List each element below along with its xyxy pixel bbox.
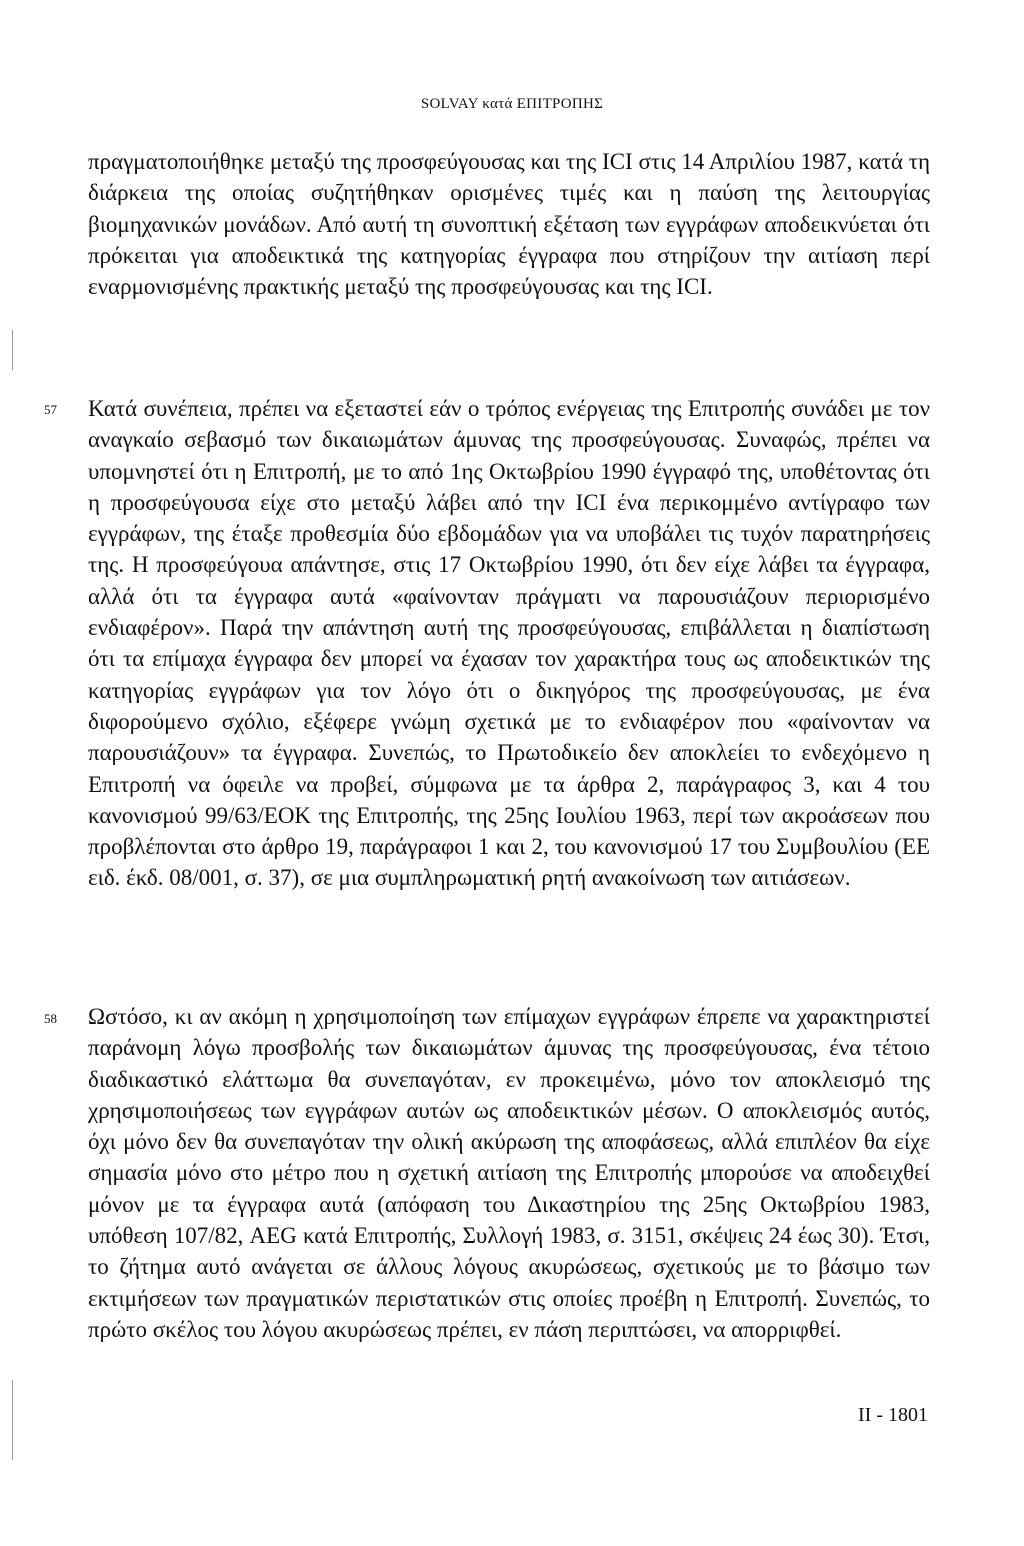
scan-edge-mark <box>12 1380 13 1460</box>
paragraph-continuation: πραγματοποιήθηκε μεταξύ της προσφεύγουσας και της ICI στις 14 Απριλίου 1987, κατά τη διάρκεια της οποίας συζητήθηκαν ορισμένες τιμές και η παύση της λειτουργίας βιομηχανικών μονάδων. Από αυτή τη συνοπτική εξέταση των εγγράφων αποδεικνύεται ότι πρόκειται για αποδεικτικά της κατηγορίας έγγραφα που στηρίζουν την αιτίαση περί εναρμονισμένης πρακτικής μεταξύ της προσφεύγουσας και της ICI. <box>88 149 930 300</box>
paragraph-number-57: 57 <box>44 402 57 417</box>
paragraph-58: Ωστόσο, κι αν ακόμη η χρησιμοποίηση των επίμαχων εγγράφων έπρεπε να χαρακτηριστεί παράνομη λόγω προσβολής των δικαιωμάτων άμυνας της προσφεύγουσας, ένα τέτοιο διαδικαστικό ελάττωμα θα συνεπαγόταν, εν προκειμένω, μόνο τον αποκλεισμό της χρησιμοποιήσεως των εγγράφων αυτών ως αποδεικτικών μέσων. Ο αποκλεισμός αυτός, όχι μόνο δεν θα συνεπαγόταν την ολική ακύρωση της αποφάσεως, αλλά επιπλέον θα είχε σημασία μόνο στο μέτρο που η σχετική αιτίαση της Επιτροπής μπορούσε να αποδειχθεί μόνον με τα έγγραφα αυτά (απόφαση του Δικαστηρίου της 25ης Οκτωβρίου 1983, υπόθεση 107/82, AEG κατά Επιτροπής, Συλλογή 1983, σ. 3151, σκέψεις 24 έως 30). Έτσι, το ζήτημα αυτό ανάγεται σε άλλους λόγους ακυρώσεως, σχετικούς με το βάσιμο των εκτιμήσεων των πραγματικών περιστατικών στις οποίες προέβη η Επιτροπή. Συνεπώς, το πρώτο σκέλος του λόγου ακυρώσεως πρέπει, εν πάση περιπτώσει, να απορριφθεί. <box>88 1004 930 1342</box>
paragraph-number-58: 58 <box>44 1011 57 1026</box>
scan-edge-mark <box>12 330 13 370</box>
paragraph-57: Κατά συνέπεια, πρέπει να εξεταστεί εάν ο τρόπος ενέργειας της Επιτροπής συνάδει με τον αναγκαίο σεβασμό των δικαιωμάτων άμυνας της προσφεύγουσας. Συναφώς, πρέπει να υπομνηστεί ότι η Επιτροπή, με το από 1ης Οκτωβρίου 1990 έγγραφό της, υποθέτοντας ότι η προσφεύγουσα είχε στο μεταξύ λάβει από την ICI ένα περικομμένο αντίγραφο των εγγράφων, της έταξε προθεσμία δύο εβδομάδων για να υποβάλει τις τυχόν παρατηρήσεις της. Η προσφεύγουα απάντησε, στις 17 Οκτωβρίου 1990, ότι δεν είχε λάβει τα έγγραφα, αλλά ότι τα έγγραφα αυτά «φαίνονταν πράγματι να παρουσιάζουν περιορισμένο ενδιαφέρον». Παρά την απάντηση αυτή της προσφεύγουσας, επιβάλλεται η διαπίστωση ότι τα επίμαχα έγγραφα δεν μπορεί να έχασαν τον χαρακτήρα τους ως αποδεικτικών της κατηγορίας εγγράφων για τον λόγο ότι ο δικηγόρος της προσφεύγουσας, με ένα διφορούμενο σχόλιο, εξέφερε γνώμη σχετικά με το ενδιαφέρον που «φαίνονταν να παρουσιάζουν» τα έγγραφα. Συνεπώς, το Πρωτοδικείο δεν αποκλείει το ενδεχόμενο η Επιτροπή να όφειλε να προβεί, σύμφωνα με τα άρθρα 2, παράγραφος 3, και 4 του κανονισμού 99/63/ΕΟΚ της Επιτροπής, της 25ης Ιουλίου 1963, περί των ακροάσεων που προβλέπονται στο άρθρο 19, παράγραφοι 1 και 2, του κανονισμού 17 του Συμβουλίου (ΕΕ ειδ. έκδ. 08/001, σ. 37), σε μια συμπληρωματική ρητή ανακοίνωση των αιτιάσεων. <box>88 396 930 891</box>
page-number: II - 1801 <box>858 1404 928 1426</box>
running-header: SOLVAY κατά ΕΠΙΤΡΟΠΗΣ <box>420 96 604 112</box>
